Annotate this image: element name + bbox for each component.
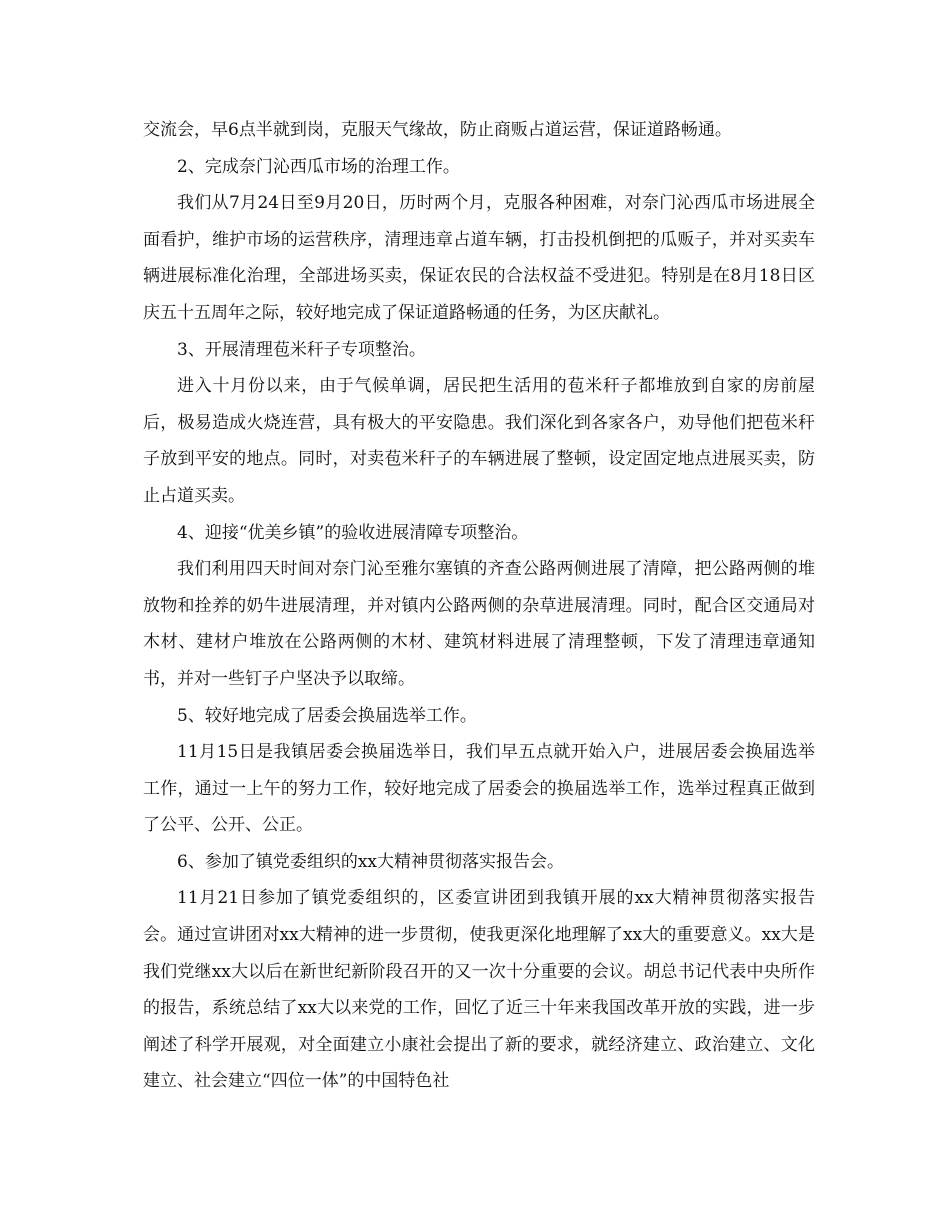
section-heading-5: 5、较好地完成了居委会换届选举工作。	[177, 705, 477, 726]
section-heading-3: 3、开展清理苞米秆子专项整治。	[177, 339, 426, 360]
paragraph-continuation: 交流会，早6点半就到岗，克服天气缘故，防止商贩占道运营，保证道路畅通。	[143, 120, 732, 140]
paragraph-corn-stalks: 进入十月份以来，由于气候单调，居民把生活用的苞米秆子都堆放到自家的房前屋后，极易造成火烧连营，具有极大的平安隐患。我们深化到各家各户，劝导他们把苞米秆子放到平安的地点。同时，对卖苞米秆子的车辆进展了整顿，设定固定地点进展买卖，防止占道买卖。	[143, 376, 815, 506]
paragraph-election: 11月15日是我镇居委会换届选举日，我们早五点就开始入户，进展居委会换届选举工作，通过一上午的努力工作，较好地完成了居委会的换届选举工作，选举过程真正做到了公平、公开、公正。	[143, 742, 815, 836]
paragraph-road-clearing: 我们利用四天时间对奈门沁至雅尔塞镇的齐查公路两侧进展了清障，把公路两侧的堆放物和拴养的奶牛进展清理，并对镇内公路两侧的杂草进展清理。同时，配合区交通局对木材、建材户堆放在公路两侧的木材、建筑材料进展了清理整顿，下发了清理违章通知书，并对一些钉子户坚决予以取缔。	[143, 559, 815, 689]
section-heading-6: 6、参加了镇党委组织的xx大精神贯彻落实报告会。	[177, 851, 564, 872]
paragraph-report-meeting: 11月21日参加了镇党委组织的，区委宣讲团到我镇开展的xx大精神贯彻落实报告会。通过宣讲团对xx大精神的进一步贯彻，使我更深化地理解了xx大的重要意义。xx大是我们党继xx大以后在新世纪新阶段召开的又一次十分重要的会议。胡总书记代表中央所作的报告，系统总结了xx大以来党的工作，回忆了近三十年来我国改革开放的实践，进一步阐述了科学开展观，对全面建立小康社会提出了新的要求，就经济建立、政治建立、文化建立、社会建立“四位一体”的中国特色社	[143, 888, 815, 1092]
section-heading-2: 2、完成奈门沁西瓜市场的治理工作。	[177, 156, 460, 177]
section-heading-4: 4、迎接“优美乡镇”的验收进展清障专项整治。	[177, 522, 529, 543]
document-body	[143, 112, 815, 1100]
paragraph-watermelon-market: 我们从7月24日至9月20日，历时两个月，克服各种困难，对奈门沁西瓜市场进展全面看护，维护市场的运营秩序，清理违章占道车辆，打击投机倒把的瓜贩子，并对买卖车辆进展标准化治理，全部进场买卖，保证农民的合法权益不受进犯。特别是在8月18日区庆五十五周年之际，较好地完成了保证道路畅通的任务，为区庆献礼。	[143, 193, 815, 323]
